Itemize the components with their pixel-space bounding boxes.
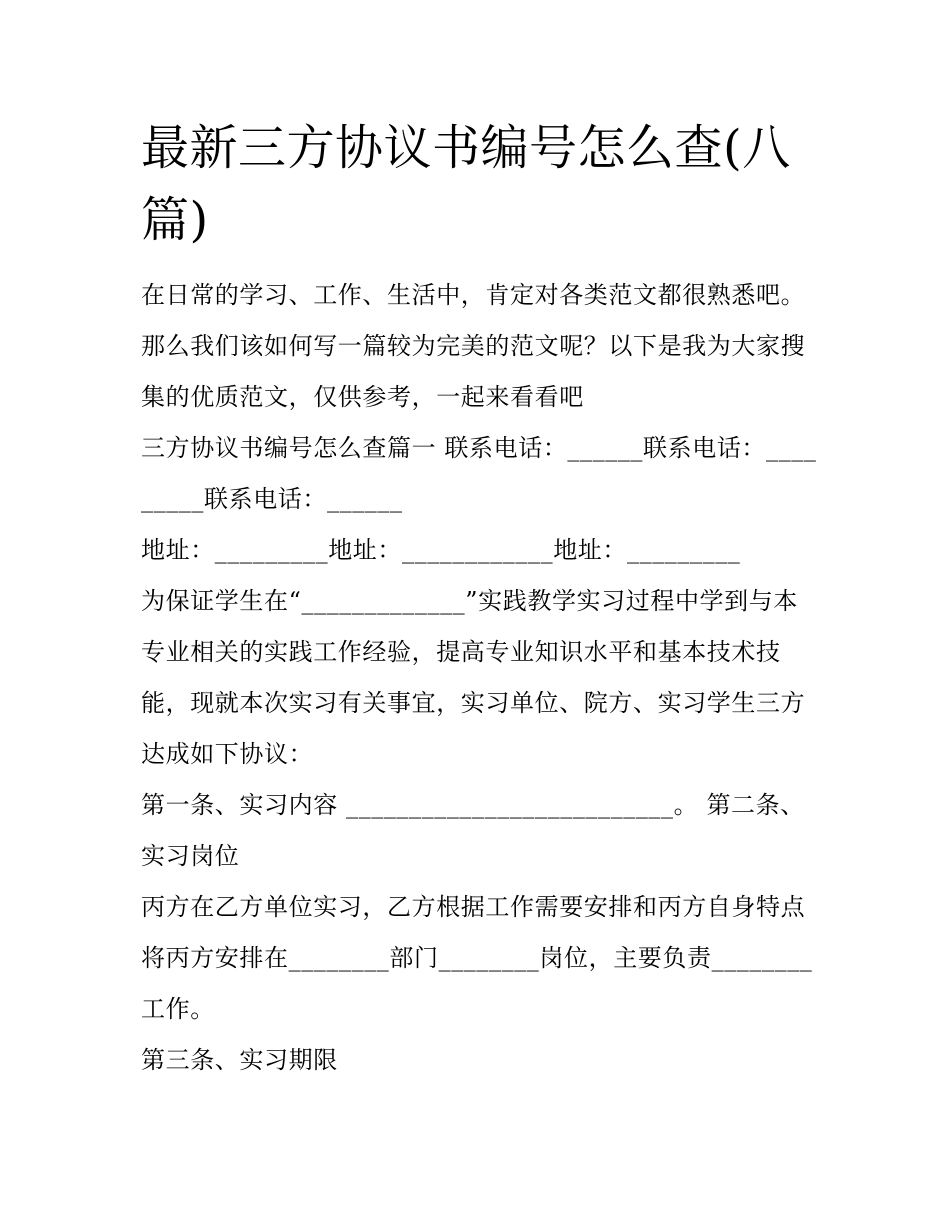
purpose-paragraph: 为保证学生在“_____________”实践教学实习过程中学到与本专业相关的实践工作经验，提高专业知识水平和基本技术技能，现就本次实习有关事宜，实习单位、院方、实习学生三方达成如下协议：: [141, 587, 806, 768]
article-one-line: 第一条、实习内容 __________________________。 第二条、实习岗位: [141, 791, 805, 870]
document-page: [141, 112, 821, 1086]
address-line: 地址：_________地址：____________地址：_________: [141, 536, 741, 564]
article-three-heading: 第三条、实习期限: [141, 1046, 338, 1074]
document-title: 最新三方协议书编号怎么查(八篇): [141, 120, 791, 248]
placement-paragraph: 丙方在乙方单位实习，乙方根据工作需要安排和丙方自身特点将丙方安排在________部门________岗位，主要负责________工作。: [141, 893, 813, 1023]
contact-phone-line: 三方协议书编号怎么查篇一 联系电话：______联系电话：_________联系电话：______: [141, 434, 817, 513]
intro-paragraph: 在日常的学习、工作、生活中，肯定对各类范文都很熟悉吧。那么我们该如何写一篇较为完美的范文呢？以下是我为大家搜集的优质范文，仅供参考，一起来看看吧: [141, 281, 806, 411]
